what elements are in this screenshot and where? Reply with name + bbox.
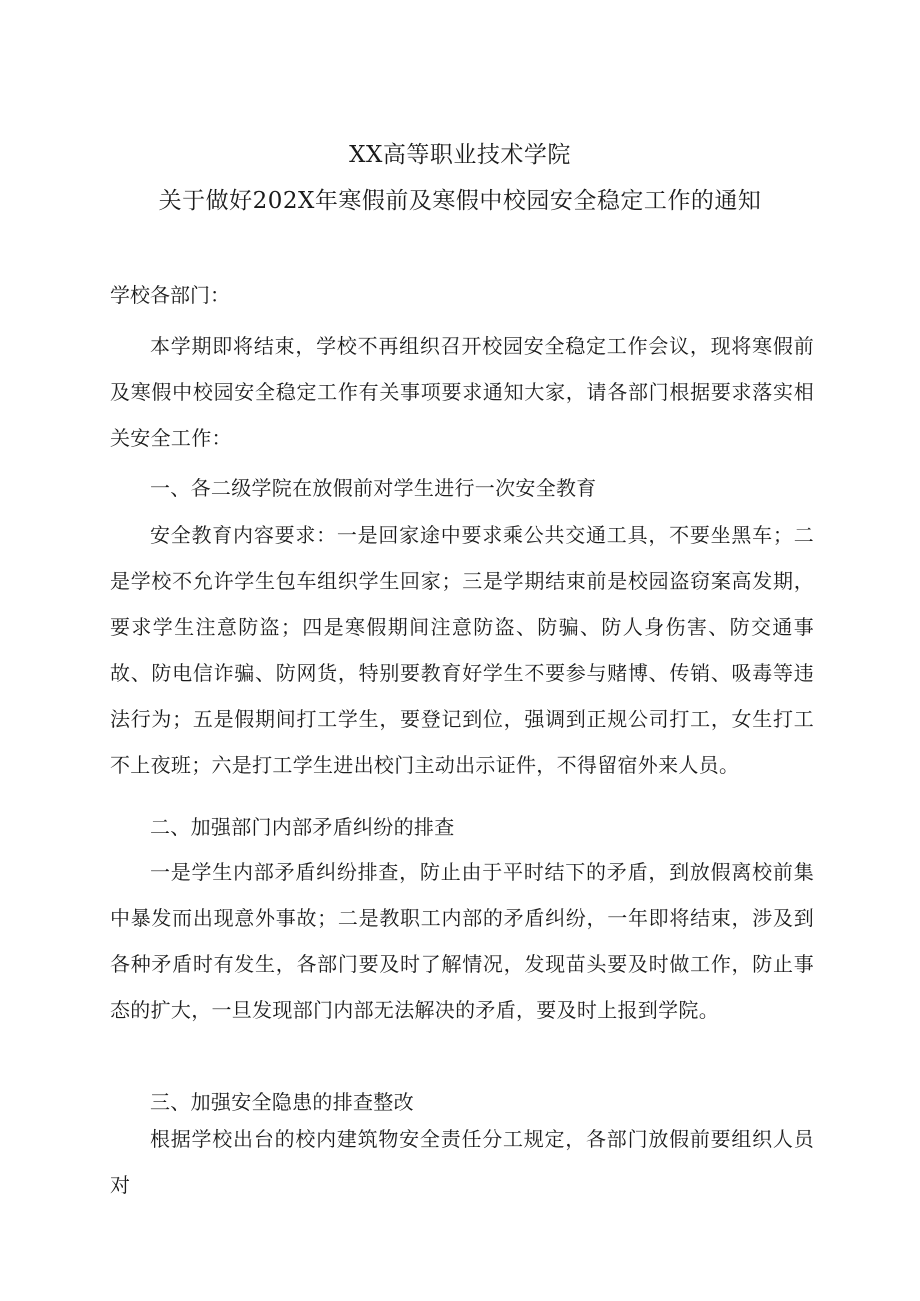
intro-paragraph: 本学期即将结束，学校不再组织召开校园安全稳定工作会议，现将寒假前及寒假中校园安全稳定工作有关事项要求通知大家，请各部门根据要求落实相关安全工作： bbox=[110, 334, 814, 450]
section-heading-2: 二、加强部门内部矛盾纠纷的排查 bbox=[150, 815, 455, 839]
section-heading-3: 三、加强安全隐患的排查整改 bbox=[150, 1090, 414, 1114]
salutation: 学校各部门： bbox=[110, 283, 230, 307]
section-body-3: 根据学校出台的校内建筑物安全责任分工规定，各部门放假前要组织人员对 bbox=[110, 1127, 814, 1197]
section-heading-1: 一、各二级学院在放假前对学生进行一次安全教育 bbox=[150, 476, 597, 500]
document-title-notice: 关于做好202X年寒假前及寒假中校园安全稳定工作的通知 bbox=[158, 188, 762, 214]
section-body-1: 安全教育内容要求：一是回家途中要求乘公共交通工具，不要坐黑车；二是学校不允许学生包车组织学生回家；三是学期结束前是校园盗窃案高发期，要求学生注意防盗；四是寒假期间注意防盗、防骗、防人身伤害、防交通事故、防电信诈骗、防网货，特别要教育好学生不要参与赌博、传销、吸毒等违法行为；五是假期间打工学生，要登记到位，强调到正规公司打工，女生打工不上夜班；六是打工学生进出校门主动出示证件，不得留宿外来人员。 bbox=[110, 523, 814, 777]
document-title-school: XX高等职业技术学院 bbox=[349, 142, 571, 168]
section-body-2: 一是学生内部矛盾纠纷排查，防止由于平时结下的矛盾，到放假离校前集中暴发而出现意外事故；二是教职工内部的矛盾纠纷，一年即将结束，涉及到各种矛盾时有发生，各部门要及时了解情况，发现苗头要及时做工作，防止事态的扩大，一旦发现部门内部无法解决的矛盾，要及时上报到学院。 bbox=[110, 860, 814, 1022]
